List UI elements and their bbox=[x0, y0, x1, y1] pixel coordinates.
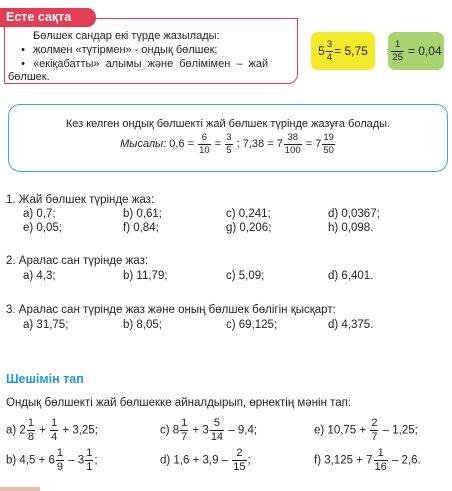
bullet-icon: • bbox=[21, 44, 25, 56]
expr-d: d) 1,6 + 3,9 – $\frac{2}{15}$ ; bbox=[160, 447, 251, 473]
ex1-h: h) 0,098. bbox=[328, 222, 374, 234]
fraction-card: $\frac{1}{25}$ = 0,04 bbox=[388, 32, 444, 70]
fraction: $\frac{6}{10}$ bbox=[199, 132, 210, 156]
section-title: Шешімін тап bbox=[6, 372, 84, 386]
note-line-1: Бөлшек сандар екі түрде жазылады: bbox=[33, 30, 220, 42]
fraction: $\frac{1}{25}$ bbox=[392, 39, 403, 63]
exercise-3-title: 3. Аралас сан түрінде жаз және оның бөлшек бөлігін қысқарт: bbox=[6, 304, 336, 316]
page-edge-tab bbox=[0, 487, 40, 491]
ex1-g: g) 0,206; bbox=[226, 222, 272, 234]
fraction: $\frac{38}{100}$ bbox=[284, 132, 301, 156]
ex1-a: a) 0,7; bbox=[23, 208, 56, 220]
fraction: $\frac{2}{15}$ bbox=[233, 447, 246, 473]
fraction: $\frac{1}{8}$ bbox=[27, 417, 34, 443]
expr-c: c) 8 $\frac{1}{7}$ + 3 $\frac{5}{14}$ – 9,4; bbox=[160, 417, 258, 443]
fraction: $\frac{1}{7}$ bbox=[181, 417, 188, 443]
ex2-d: d) 6,401. bbox=[328, 270, 374, 282]
note-bullet-1: • жолмен «түтірмен» - ондық бөлшек; bbox=[16, 43, 217, 57]
note-bullet-2-cont: бөлшек. bbox=[8, 71, 50, 83]
exercise-1-title: 1. Жай бөлшек түрінде жаз: bbox=[6, 194, 155, 206]
ex2-b: b) 11,79; bbox=[123, 270, 168, 282]
mixed-fraction-card: 5 $\frac{3}{4}$ = 5,75 bbox=[311, 32, 375, 70]
remember-tab: Есте сақта bbox=[0, 8, 96, 27]
fraction: $\frac{5}{14}$ bbox=[210, 417, 224, 443]
info-text: Кез келген ондық бөлшекті жай бөлшек түрінде жазуға болады. bbox=[65, 118, 391, 130]
ex2-a: a) 4,3; bbox=[23, 270, 56, 282]
ex1-d: d) 0,0367; bbox=[328, 208, 380, 220]
fraction: $\frac{1}{1}$ bbox=[86, 447, 93, 473]
exercise-2-title: 2. Аралас сан түрінде жаз: bbox=[6, 255, 149, 267]
ex1-e: e) 0,05; bbox=[23, 222, 62, 234]
ex1-b: b) 0,61; bbox=[123, 208, 162, 220]
fraction: $\frac{3}{5}$ bbox=[226, 132, 232, 156]
expr-e: e) 10,75 + $\frac{2}{7}$ – 1,25; bbox=[314, 417, 418, 443]
ex3-a: a) 31,75; bbox=[23, 319, 69, 331]
fraction: $\frac{1}{9}$ bbox=[56, 447, 64, 473]
ex2-c: c) 5,09; bbox=[226, 270, 265, 282]
ex1-c: c) 0,241; bbox=[226, 208, 271, 220]
fraction: $\frac{1}{4}$ bbox=[51, 417, 58, 443]
fraction: $\frac{19}{50}$ bbox=[323, 132, 334, 156]
bullet-icon: • bbox=[21, 58, 25, 70]
fraction: $\frac{3}{4}$ bbox=[326, 39, 333, 63]
fraction: $\frac{1}{16}$ bbox=[374, 447, 387, 473]
solution-task: Ондық бөлшекті жай бөлшекке айналдырып, өрнектің мәнін тап: bbox=[6, 397, 352, 409]
expr-f: f) 3,125 + 7 $\frac{1}{16}$ – 2,6. bbox=[314, 447, 421, 473]
expr-b: b) 4,5 + 6 $\frac{1}{9}$ – 3 $\frac{1}{1}$ ; bbox=[6, 447, 98, 473]
note-bullet-2: • «екіқабатты» алымы және бөлімімен – жай bbox=[16, 57, 292, 71]
info-example: Мысалы: 0,6 = $\frac{6}{10}$ = $\frac{3}{5}$ ; 7,38 = 7 $\frac{38}{100}$ = 7 $\frac{19}{50}$ bbox=[120, 132, 334, 156]
expr-a: a) 2 $\frac{1}{8}$ + $\frac{1}{4}$ + 3,25; bbox=[6, 417, 98, 443]
ex3-b: b) 8,05; bbox=[123, 319, 162, 331]
ex1-f: f) 0,84; bbox=[123, 222, 159, 234]
fraction: $\frac{2}{7}$ bbox=[371, 417, 378, 443]
ex3-d: d) 4,375. bbox=[328, 319, 374, 331]
ex3-c: c) 69,125; bbox=[226, 319, 278, 331]
